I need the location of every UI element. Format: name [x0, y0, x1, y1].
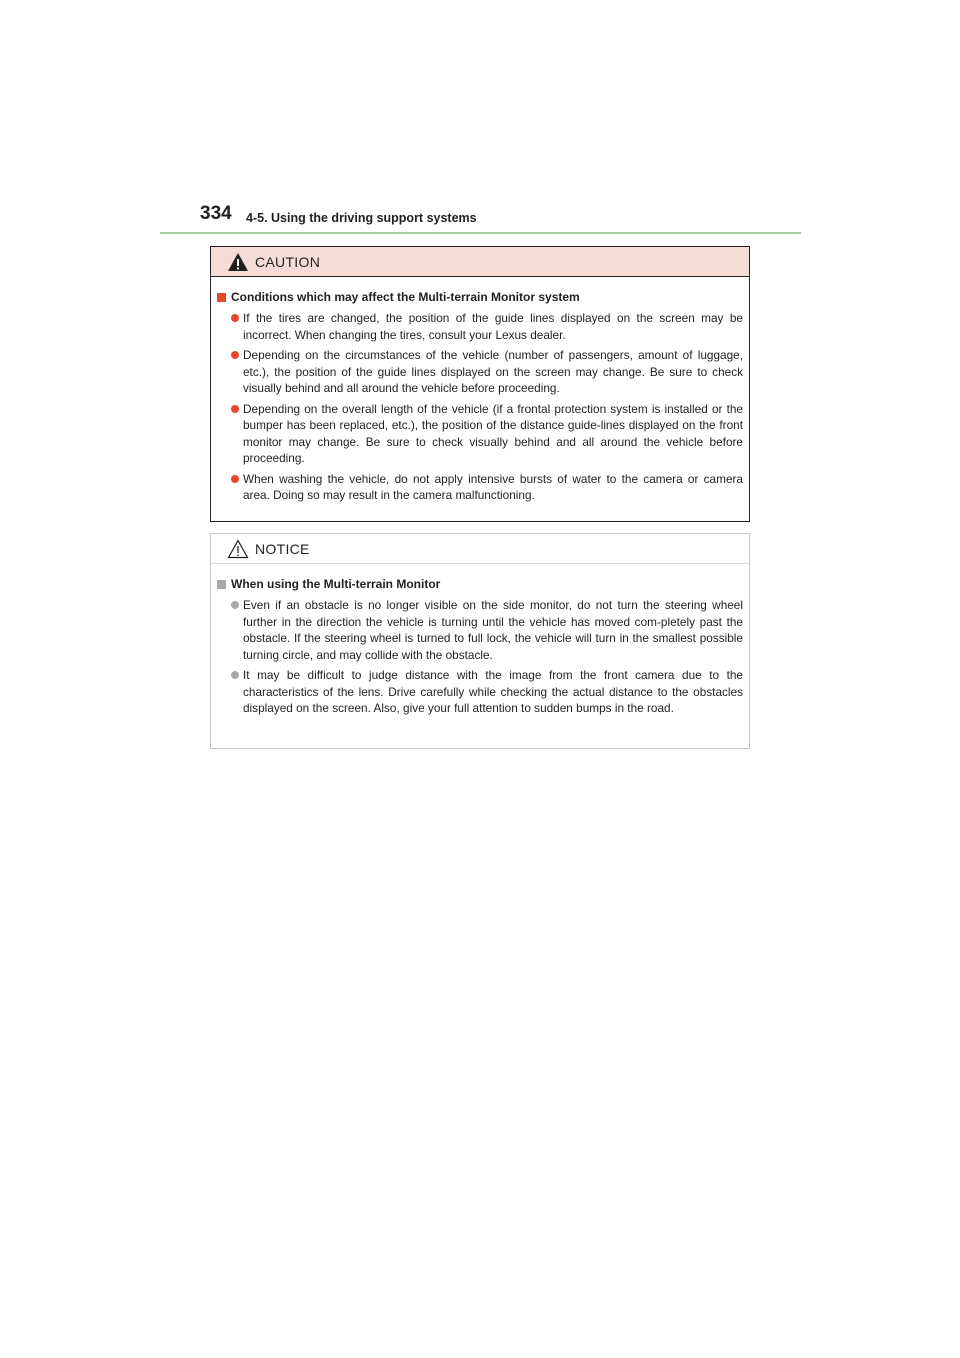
notice-subheading: [217, 577, 743, 591]
caution-subheading: [217, 290, 743, 304]
notice-list: [217, 597, 743, 717]
list-item: Depending on the circumstances of the vehicle (number of passengers, amount of luggage, etc.), the position of the guide lines displayed on the screen may change. Be sure to check visually behind and all around the vehicle before proceeding.: [217, 347, 743, 397]
header-divider: [160, 232, 801, 234]
list-item: It may be difficult to judge distance with the image from the front camera due to the characteristics of the lens. Drive carefully while checking the actual distance to the obstacles displayed on the screen. Also, give your full attention to sudden bumps in the road.: [217, 667, 743, 717]
circle-bullet-icon: [231, 601, 239, 609]
list-item: If the tires are changed, the position of the guide lines displayed on the screen may be incorrect. When changing the tires, consult your Lexus dealer.: [217, 310, 743, 343]
caution-label: CAUTION: [255, 253, 321, 270]
caution-box: [210, 246, 750, 522]
caution-header: [211, 247, 749, 277]
notice-header: [211, 534, 749, 564]
page-header: [0, 0, 960, 240]
notice-heading-text: When using the Multi-terrain Monitor: [231, 577, 441, 591]
list-item: Depending on the overall length of the vehicle (if a frontal protection system is installed or the bumper has been replaced, etc.), the position of the distance guide-lines displayed on the front monitor may change. Be sure to check visually behind and all around the vehicle before proceeding.: [217, 401, 743, 467]
list-item: When washing the vehicle, do not apply intensive bursts of water to the camera or camera area. Doing so may result in the camera malfunctioning.: [217, 471, 743, 504]
circle-bullet-icon: [231, 405, 239, 413]
warning-triangle-icon: [227, 252, 249, 272]
circle-bullet-icon: [231, 351, 239, 359]
caution-body: [211, 277, 749, 504]
square-bullet-icon: [217, 580, 226, 589]
circle-bullet-icon: [231, 475, 239, 483]
caution-list: [217, 310, 743, 504]
page-number: 334: [200, 203, 232, 224]
list-item: Even if an obstacle is no longer visible on the side monitor, do not turn the steering wheel further in the direction the vehicle is turning until the vehicle has moved com-pletely past the obstacle. If the steering wheel is turned to full lock, the vehicle will turn in the smallest possible turning circle, and may collide with the obstacle.: [217, 597, 743, 663]
circle-bullet-icon: [231, 314, 239, 322]
section-title: 4-5. Using the driving support systems: [246, 211, 477, 225]
caution-heading-text: Conditions which may affect the Multi-terrain Monitor system: [231, 290, 580, 304]
square-bullet-icon: [217, 293, 226, 302]
warning-triangle-outline-icon: [227, 539, 249, 559]
circle-bullet-icon: [231, 671, 239, 679]
notice-box: [210, 533, 750, 749]
notice-label: NOTICE: [255, 540, 310, 557]
notice-body: [211, 564, 749, 717]
